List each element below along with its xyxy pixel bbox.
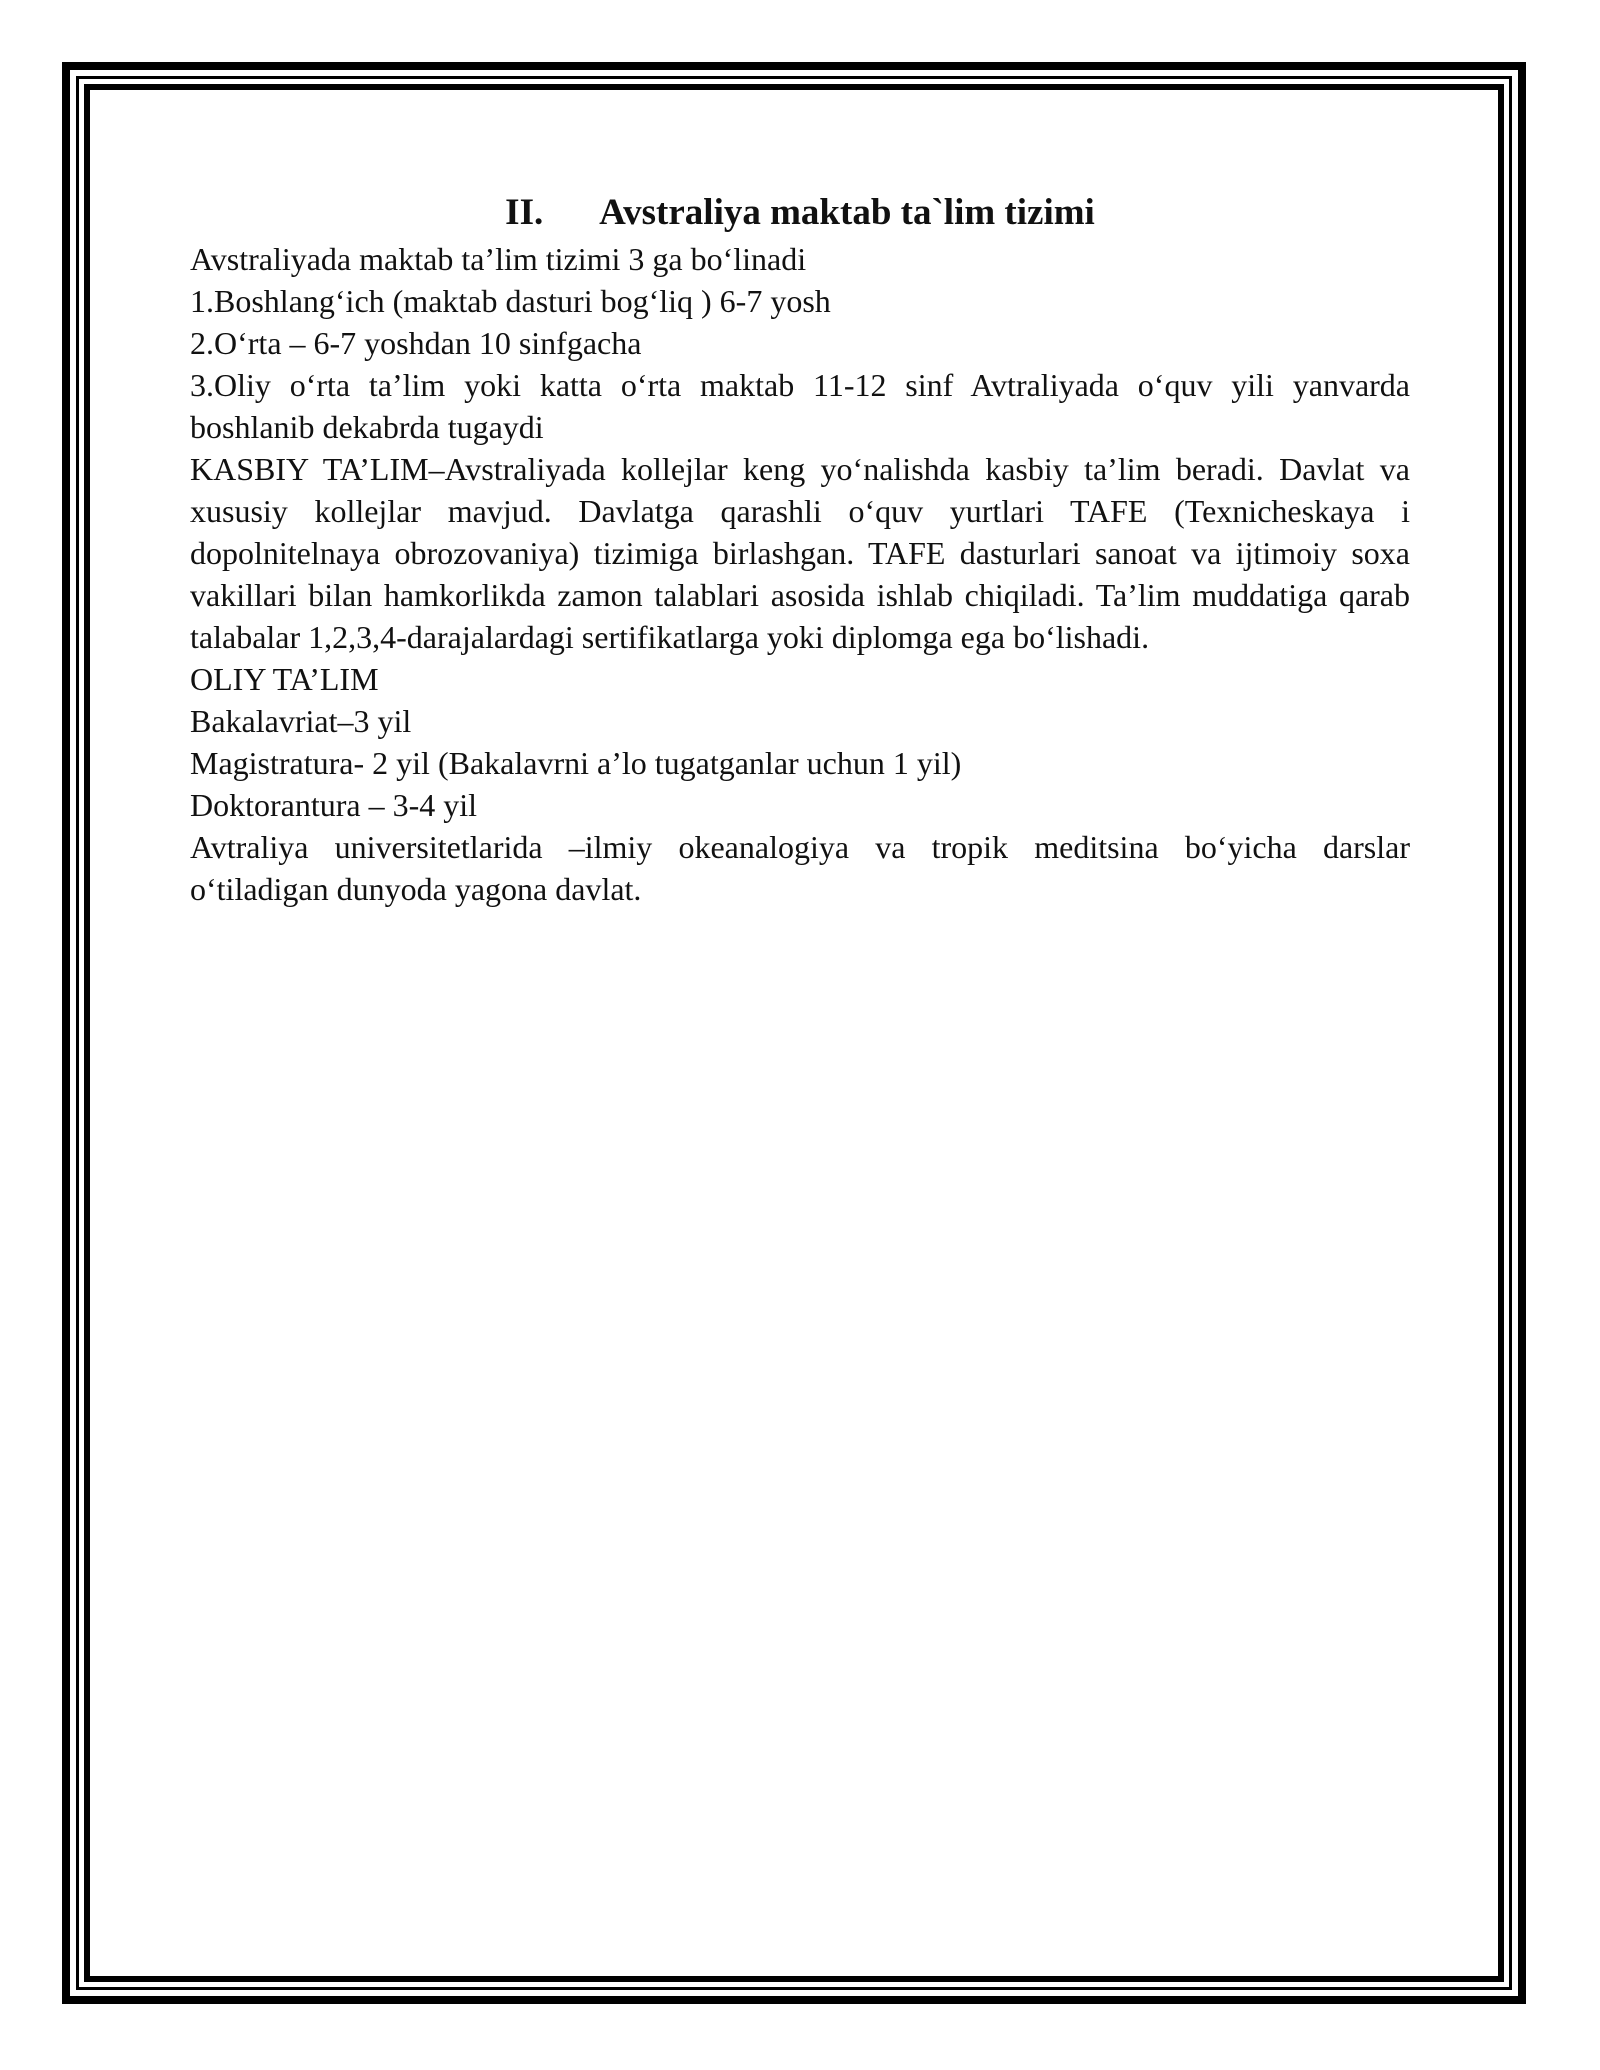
universities-paragraph: Avtraliya universitetlarida –ilmiy okeanalogiya va tropik meditsina bo‘yicha darslar o‘tiladigan dunyoda yagona davlat.: [190, 829, 1410, 907]
section-heading: [190, 188, 1410, 238]
section-title: Avstraliya maktab ta`lim tizimi: [599, 192, 1095, 233]
section-number: II.: [505, 192, 544, 233]
level-upper-secondary-paragraph: 3.Oliy o‘rta ta’lim yoki katta o‘rta maktab 11-12 sinf Avtraliyada o‘quv yili yanvarda boshlanib dekabrda tugaydi: [190, 367, 1410, 445]
higher-education-title: OLIY TA’LIM: [190, 661, 379, 697]
higher-education-item: Bakalavriat–3 yil: [190, 703, 412, 739]
higher-education-item: Doktorantura – 3-4 yil: [190, 787, 478, 823]
vocational-paragraph: KASBIY TA’LIM–Avstraliyada kollejlar keng yo‘nalishda kasbiy ta’lim beradi. Davlat va xususiy kollejlar mavjud. Davlatga qarashli o‘quv yurtlari TAFE (Texnicheskaya i dopolnitelnaya obrozovaniya) tizimiga birlashgan. TAFE dasturlari sanoat va ijtimoiy soxa vakillari bilan hamkorlikda zamon talablari asosida ishlab chiqiladi. Ta’lim muddatiga qarab talabalar 1,2,3,4-darajalardagi sertifikatlarga yoki diplomga ega bo‘lishadi.: [190, 451, 1410, 655]
level-secondary: 2.O‘rta – 6-7 yoshdan 10 sinfgacha: [190, 325, 642, 361]
higher-education-item: Magistratura- 2 yil (Bakalavrni a’lo tugatganlar uchun 1 yil): [190, 745, 962, 781]
level-primary: 1.Boshlang‘ich (maktab dasturi bog‘liq ) 6-7 yosh: [190, 283, 831, 319]
intro-line: Avstraliyada maktab ta’lim tizimi 3 ga bo‘linadi: [190, 241, 807, 277]
document-body: [190, 188, 1410, 910]
